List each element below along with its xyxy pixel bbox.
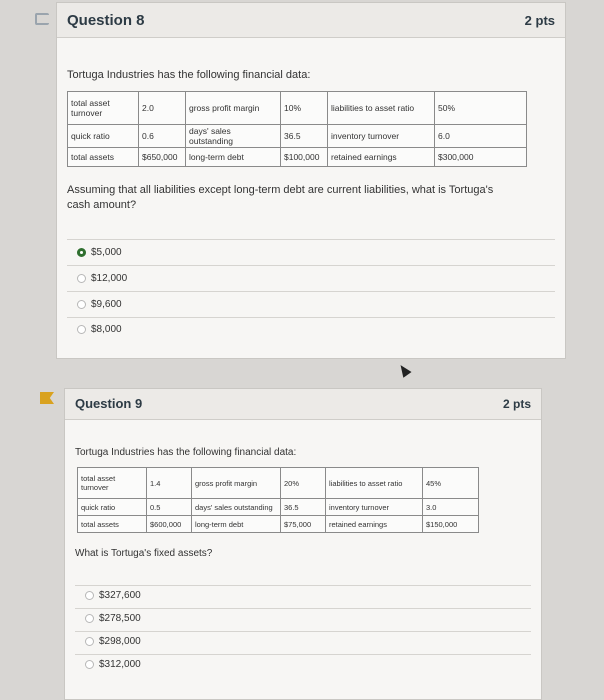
radio-icon[interactable] [85, 637, 94, 646]
radio-icon[interactable] [77, 274, 86, 283]
radio-icon[interactable] [85, 660, 94, 669]
divider [75, 608, 531, 609]
table-cell: $75,000 [281, 516, 326, 533]
question-points: 2 pts [524, 13, 555, 28]
table-cell: $150,000 [423, 516, 479, 533]
table-cell: $100,000 [281, 148, 328, 167]
divider [75, 631, 531, 632]
radio-icon[interactable] [85, 591, 94, 600]
table-cell: retained earnings [328, 148, 435, 167]
table-cell: long-term debt [186, 148, 281, 167]
table-cell: liabilities to asset ratio [326, 468, 423, 499]
divider [67, 265, 555, 266]
table-cell: retained earnings [326, 516, 423, 533]
question-prompt: Assuming that all liabilities except long-term debt are current liabilities, what is Tortuga's cash amount? [67, 184, 494, 211]
table-cell: days' sales outstanding [186, 125, 281, 148]
table-cell: 36.5 [281, 499, 326, 516]
table-cell: quick ratio [78, 499, 147, 516]
answer-option[interactable] [85, 659, 141, 670]
question-9-card [64, 388, 542, 700]
table-cell: 45% [423, 468, 479, 499]
table-cell: 10% [281, 92, 328, 125]
table-cell: $650,000 [139, 148, 186, 167]
table-cell: liabilities to asset ratio [328, 92, 435, 125]
table-cell: $600,000 [147, 516, 192, 533]
flagged-question-icon[interactable] [40, 392, 54, 404]
table-cell: total assets [68, 148, 139, 167]
table-cell: 6.0 [435, 125, 527, 148]
financial-data-table [67, 91, 527, 167]
answer-label: $278,500 [99, 613, 141, 624]
divider [75, 585, 531, 586]
answer-label: $9,600 [91, 299, 122, 310]
answer-label: $312,000 [99, 659, 141, 670]
question-intro: Tortuga Industries has the following financial data: [75, 447, 297, 458]
table-cell: inventory turnover [328, 125, 435, 148]
financial-data-table [77, 467, 479, 533]
answer-label: $5,000 [91, 247, 122, 258]
table-cell: 0.5 [147, 499, 192, 516]
table-cell: $300,000 [435, 148, 527, 167]
answer-label: $327,600 [99, 590, 141, 601]
table-cell: gross profit margin [192, 468, 281, 499]
question-points: 2 pts [502, 397, 531, 411]
answer-option[interactable] [85, 590, 141, 601]
radio-icon[interactable] [77, 300, 86, 309]
answer-option[interactable] [85, 636, 141, 647]
answer-option[interactable] [77, 273, 127, 284]
question-title: Question 8 [67, 12, 145, 29]
answer-label: $298,000 [99, 636, 141, 647]
answer-option[interactable] [77, 247, 122, 258]
table-cell: days' sales outstanding [192, 499, 281, 516]
radio-icon[interactable] [77, 325, 86, 334]
table-cell: total asset turnover [68, 92, 139, 125]
question-header [65, 389, 541, 420]
question-8-card [56, 2, 566, 359]
answer-option[interactable] [77, 299, 122, 310]
table-cell: total asset turnover [78, 468, 147, 499]
question-intro: Tortuga Industries has the following financial data: [67, 69, 311, 81]
table-cell: quick ratio [68, 125, 139, 148]
table-cell: gross profit margin [186, 92, 281, 125]
table-cell: long-term debt [192, 516, 281, 533]
divider [67, 317, 555, 318]
table-cell: 3.0 [423, 499, 479, 516]
table-cell: 2.0 [139, 92, 186, 125]
question-header [57, 3, 565, 38]
question-prompt: What is Tortuga's fixed assets? [75, 548, 213, 559]
radio-icon[interactable] [85, 614, 94, 623]
mouse-pointer-icon [396, 362, 411, 378]
flag-question-icon[interactable] [35, 13, 49, 25]
table-cell: 1.4 [147, 468, 192, 499]
table-cell: 20% [281, 468, 326, 499]
table-cell: total assets [78, 516, 147, 533]
divider [67, 239, 555, 240]
table-cell: inventory turnover [326, 499, 423, 516]
answer-option[interactable] [77, 324, 122, 335]
divider [75, 654, 531, 655]
table-cell: 0.6 [139, 125, 186, 148]
answer-label: $12,000 [91, 273, 128, 284]
radio-selected-icon[interactable] [77, 248, 86, 257]
table-cell: 36.5 [281, 125, 328, 148]
answer-label: $8,000 [91, 324, 122, 335]
divider [67, 291, 555, 292]
answer-option[interactable] [85, 613, 141, 624]
table-cell: 50% [435, 92, 527, 125]
question-title: Question 9 [75, 396, 143, 411]
